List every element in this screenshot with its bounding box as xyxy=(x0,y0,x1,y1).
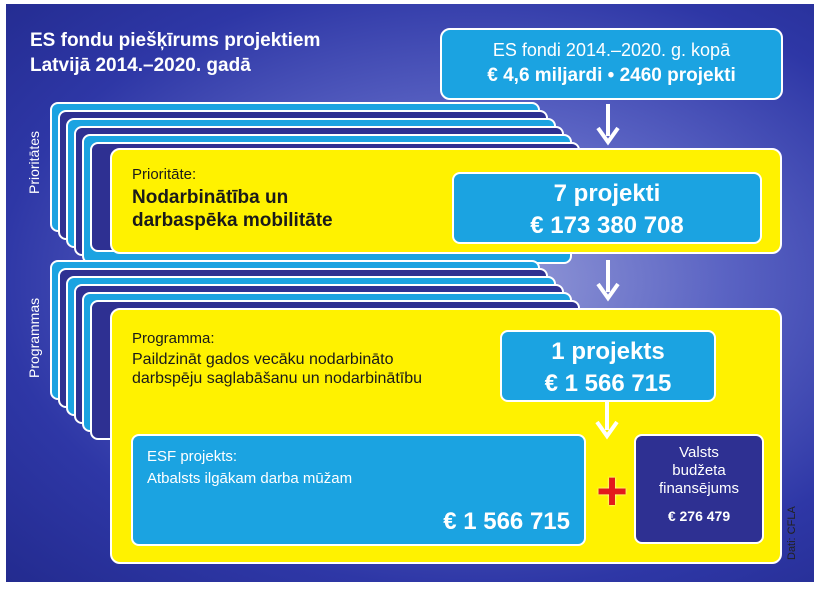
programme-name-line-2: darbspēju saglabāšanu un nodarbinātību xyxy=(132,370,423,387)
state-budget-line-3: finansējums xyxy=(658,480,740,497)
down-arrow-icon xyxy=(595,104,621,148)
priority-name-line-2: darbaspēka mobilitāte xyxy=(132,210,333,231)
priority-card xyxy=(110,148,782,254)
down-arrow-icon xyxy=(594,402,620,442)
side-label-priorities: Prioritātes xyxy=(26,130,42,194)
priority-label: Prioritāte: xyxy=(132,166,197,183)
plus-icon: + xyxy=(596,461,628,521)
programme-name-line-1: Paildzināt gados vecāku nodarbināto xyxy=(132,351,394,368)
priority-name xyxy=(132,186,333,232)
programme-projects-count: 1 projekts xyxy=(551,338,665,365)
priority-amount: € 173 380 708 xyxy=(530,212,684,239)
infographic-title xyxy=(30,28,430,78)
programme-summary-box xyxy=(500,330,716,402)
title-line-2: Latvijā 2014.–2020. gadā xyxy=(30,55,251,76)
esf-project-label: ESF projekts: xyxy=(147,448,238,465)
priority-summary-box xyxy=(452,172,762,244)
title-line-1: ES fondu piešķīrums projektiem xyxy=(30,30,321,51)
state-budget-line-2: budžeta xyxy=(672,462,726,479)
programme-name xyxy=(132,350,422,388)
total-funds-box xyxy=(440,28,783,100)
programme-amount: € 1 566 715 xyxy=(544,370,672,397)
side-label-programmes: Programmas xyxy=(26,297,42,378)
programme-label: Programma: xyxy=(132,330,215,347)
state-budget-amount: € 276 479 xyxy=(667,508,731,524)
data-source: Dati: CFLA xyxy=(786,506,798,560)
priority-name-line-1: Nodarbinātība un xyxy=(132,187,289,208)
state-budget-line-1: Valsts xyxy=(679,444,719,461)
state-budget-box xyxy=(634,434,764,544)
down-arrow-icon xyxy=(595,260,621,304)
esf-project-box xyxy=(131,434,586,546)
esf-project-amount: € 1 566 715 xyxy=(443,508,570,535)
esf-project-name: Atbalsts ilgākam darba mūžam xyxy=(147,470,353,487)
total-funds-caption: ES fondi 2014.–2020. g. kopā xyxy=(492,40,731,60)
priority-projects-count: 7 projekti xyxy=(553,180,661,207)
total-funds-value: € 4,6 miljardi • 2460 projekti xyxy=(487,65,736,86)
infographic-canvas xyxy=(6,4,814,582)
